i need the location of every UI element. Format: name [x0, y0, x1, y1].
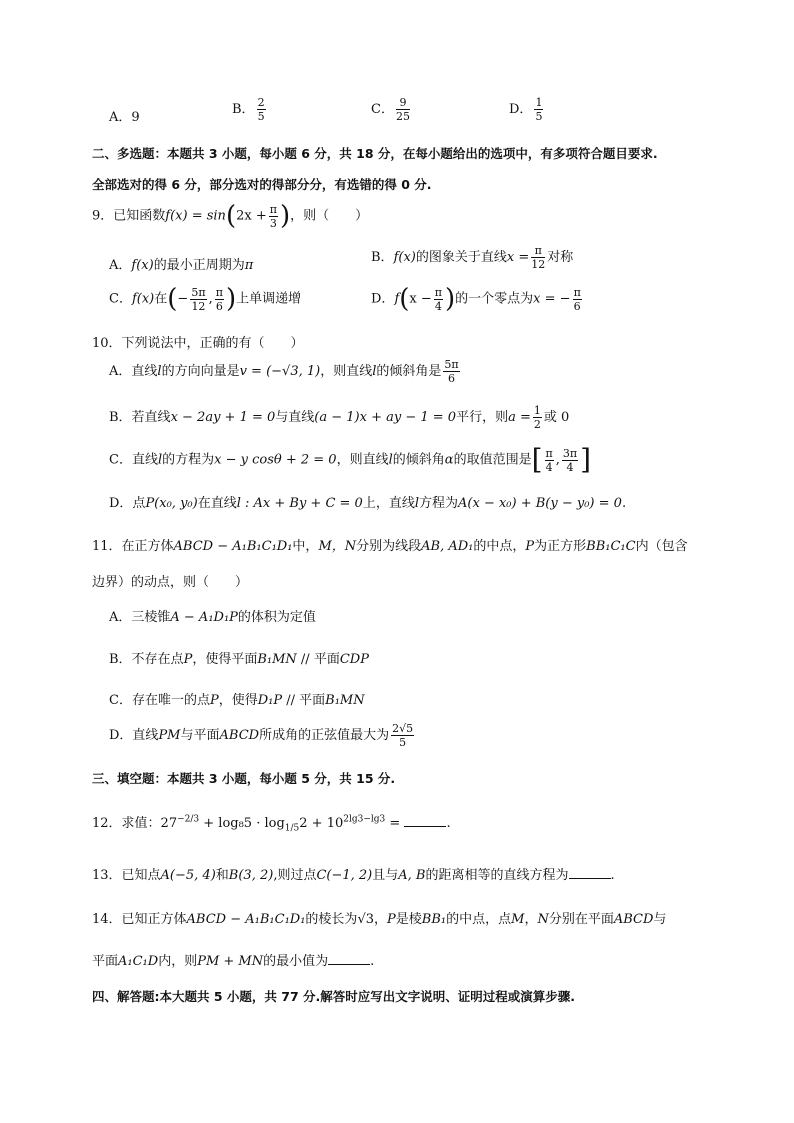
q11-option-b: B．不存在点P，使得平面B₁MN // 平面CDP	[109, 652, 369, 667]
q10-option-d: D．点P(x₀, y₀)在直线l : Ax + By + C = 0上，直线l方程为A(x − x₀) + B(y − y₀) = 0.	[109, 496, 627, 511]
option-a-prev: A．9	[109, 110, 140, 125]
q11-option-d: D．直线PM与平面ABCD所成角的正弦值最大为 $\frac{2√5}{5}$	[109, 722, 414, 749]
answer-blank[interactable]	[569, 866, 611, 879]
q9-option-c: C．f(x)在(− $\frac{5\pi}{12}$ , $\frac{\pi}{6}$ )上单调递增	[109, 284, 302, 314]
q10-option-c: C．直线l的方程为x − y cosθ + 2 = 0，则直线l的倾斜角α的取值范围是[ $\frac{\pi}{4}$ , $\frac{3\pi}{4}$ ]	[109, 443, 592, 476]
q14-line1: 14．已知正方体ABCD − A₁B₁C₁D₁的棱长为√3，P是棱BB₁的中点，点M，N分别在平面ABCD与	[92, 912, 667, 927]
option-b-prev: B． $\frac{2}{5}$	[232, 96, 265, 123]
q10-option-a: A．直线l的方向向量是v = (−√3, 1)，则直线l的倾斜角是 $\frac{5\pi}{6}$	[109, 358, 459, 385]
q12: 12．求值：$27^{-2/3} + \log_85 \cdot \log_{1/5}2 + 10^{2lg3-lg3}$ = .	[92, 814, 451, 834]
q9-option-d: D．f(x − $\frac{\pi}{4}$ )的一个零点为x = − $\frac{\pi}{6}$	[371, 284, 581, 314]
option-d-prev: D． $\frac{1}{5}$	[509, 96, 543, 123]
q10-option-b: B．若直线x − 2ay + 1 = 0与直线(a − 1)x + ay − 1 = 0平行，则a = $\frac{1}{2}$ 或 0	[109, 404, 570, 431]
q11-stem-line2: 边界）的动点，则（ ）	[92, 575, 249, 590]
q13: 13．已知点A(−5, 4)和B(3, 2),则过点C(−1, 2)且与A, B的距离相等的直线方程为 .	[92, 868, 615, 883]
section3-heading: 三、填空题：本题共 3 小题，每小题 5 分，共 15 分.	[92, 771, 396, 786]
section2-heading-line2: 全部选对的得 6 分，部分选对的得部分分，有选错的得 0 分.	[92, 177, 432, 192]
option-c-prev: C． $\frac{9}{25}$	[371, 96, 410, 123]
q11-stem-line1: 11．在正方体ABCD − A₁B₁C₁D₁中，M，N分别为线段AB, AD₁的中点，P为正方形BB₁C₁C内（包含	[92, 539, 688, 554]
q9-option-a: A．f(x)的最小正周期为π	[109, 258, 254, 273]
q10-stem: 10．下列说法中，正确的有（ ）	[92, 336, 304, 351]
section4-heading: 四、解答题:本大题共 5 小题，共 77 分.解答时应写出文字说明、证明过程或演算步骤.	[92, 989, 575, 1004]
q11-option-c: C．存在唯一的点P，使得D₁P // 平面B₁MN	[109, 693, 365, 708]
q14-line2: 平面A₁C₁D内，则PM + MN的最小值为 .	[92, 954, 375, 969]
section2-heading-line1: 二、多选题：本题共 3 小题，每小题 6 分，共 18 分，在每小题给出的选项中，有多项符合题目要求.	[92, 146, 658, 161]
q11-option-a: A．三棱锥A − A₁D₁P的体积为定值	[109, 610, 316, 625]
answer-blank[interactable]	[404, 814, 446, 827]
q9-option-b: B．f(x)的图象关于直线x = $\frac{\pi}{12}$ 对称	[371, 244, 574, 271]
answer-blank[interactable]	[328, 952, 370, 965]
q9-stem: 9．已知函数f(x) = sin(2x + $\frac{\pi}{3}$ )，则（ ）	[92, 201, 369, 231]
